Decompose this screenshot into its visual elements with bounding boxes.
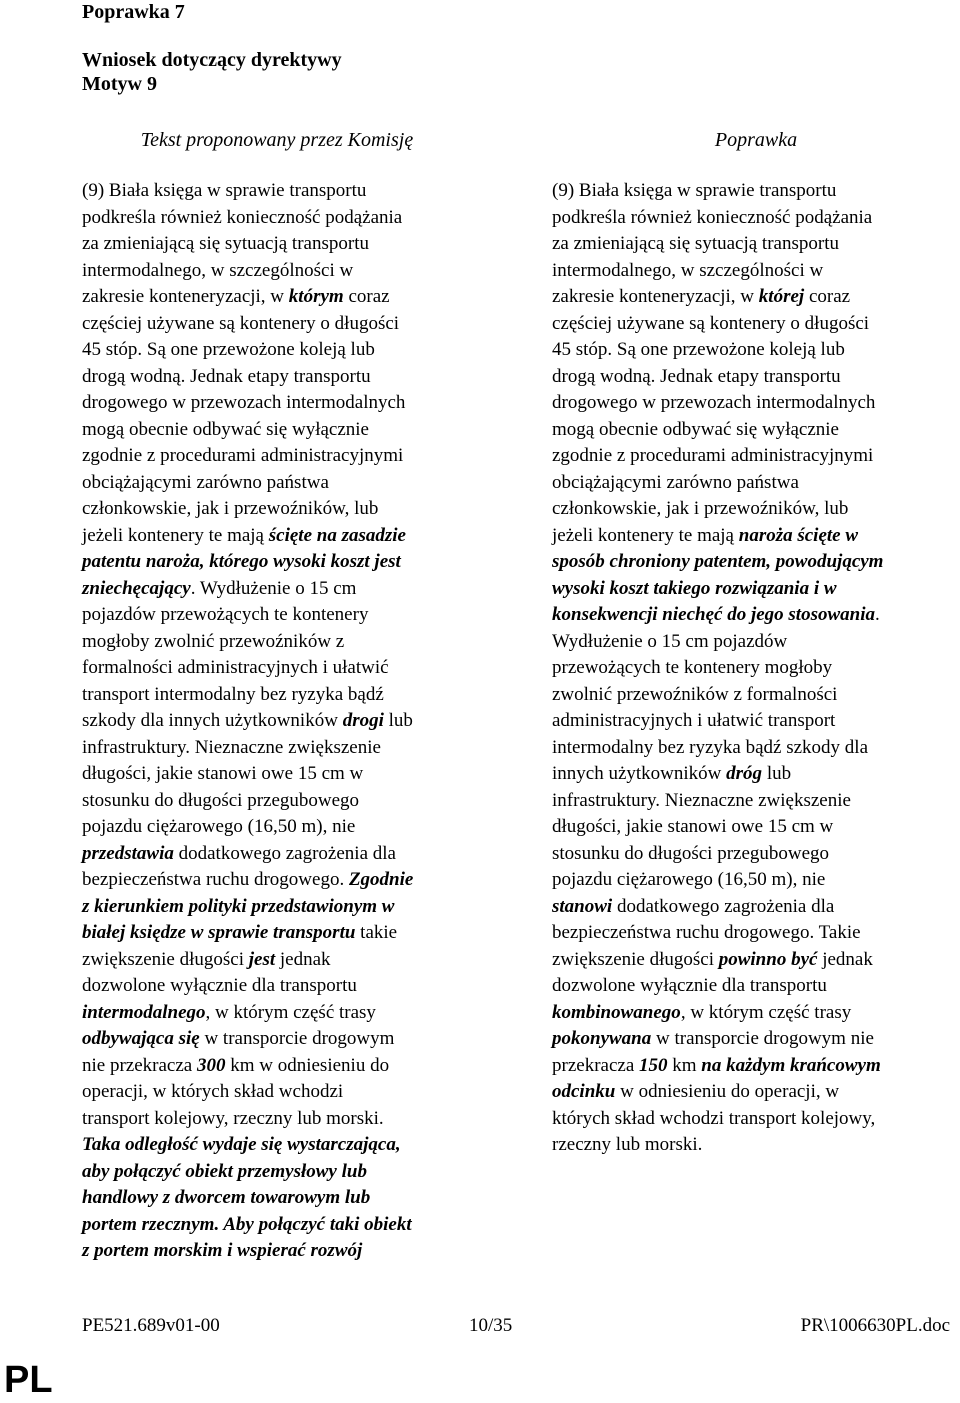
emphasis-segment: na każdym krańcowym [701, 1054, 881, 1076]
text-segment: w odniesieniu do operacji, w [615, 1081, 840, 1102]
text-line [82, 337, 482, 364]
text-line [82, 655, 482, 682]
text-segment: dodatkowego zagrożenia dla [612, 895, 835, 917]
text-segment: mogłoby zwolnić przewoźników z [82, 630, 345, 652]
emphasis-segment: którym [288, 286, 344, 307]
text-line [82, 1106, 482, 1133]
text-line [552, 1053, 960, 1080]
emphasis-segment: odcinku [552, 1081, 616, 1102]
text-segment: mogą obecnie odbywać się wyłącznie [82, 418, 369, 440]
emphasis-segment: przedstawia [82, 842, 174, 864]
text-segment: . Wydłużenie o 15 cm [190, 577, 357, 599]
text-line [552, 973, 960, 1000]
text-segment: operacji, w których skład wchodzi [82, 1081, 344, 1102]
text-line [552, 1079, 960, 1106]
text-segment: km [667, 1054, 702, 1076]
commission-text [82, 178, 482, 1265]
text-segment: jeżeli kontenery te mają [552, 524, 739, 546]
text-segment: drogowego w przewozach intermodalnych [82, 392, 406, 413]
text-line [552, 682, 960, 709]
text-segment: zgodnie z procedurami administracyjnymi [82, 445, 404, 466]
text-line [552, 311, 960, 338]
emphasis-segment: portem rzecznym. Aby połączyć taki obiekt [82, 1213, 412, 1235]
emphasis-segment: stanowi [552, 895, 613, 917]
text-line [552, 417, 960, 444]
text-segment: (9) Biała księga w sprawie transportu [552, 180, 837, 201]
text-segment: bezpieczeństwa ruchu drogowego. Takie [552, 922, 861, 943]
text-line [82, 814, 482, 841]
text-line [552, 178, 960, 205]
text-segment: 45 stóp. Są one przewożone koleją lub [552, 339, 845, 360]
text-segment: jeżeli kontenery te mają [82, 524, 269, 546]
text-line [82, 231, 482, 258]
emphasis-segment: handlowy z dworcem towarowym lub [82, 1187, 371, 1208]
text-segment: za zmieniającą się sytuacją transportu [552, 233, 839, 254]
text-line [82, 1079, 482, 1106]
text-segment: km w odniesieniu do [225, 1054, 390, 1076]
text-line [82, 443, 482, 470]
emphasis-segment: Taka odległość wydaje się wystarczająca, [82, 1134, 401, 1155]
text-line [82, 496, 482, 523]
text-line [552, 549, 960, 576]
text-line [552, 364, 960, 391]
text-line [82, 1212, 482, 1239]
text-segment: , w którym część trasy [205, 1001, 376, 1023]
text-line [82, 894, 482, 921]
text-segment: infrastruktury. Nieznaczne zwiększenie [82, 736, 381, 758]
text-segment: pojazdu ciężarowego (16,50 m), nie [82, 816, 356, 837]
text-line [82, 284, 482, 311]
text-line [82, 1132, 482, 1159]
text-segment: w transporcie drogowym nie [651, 1028, 874, 1049]
text-segment: transport intermodalny bez ryzyka bądź [82, 683, 384, 705]
text-line [82, 178, 482, 205]
emphasis-segment: z portem morskim i wspierać rozwój [82, 1240, 363, 1261]
text-segment: intermodalnego, w szczególności w [82, 259, 354, 281]
text-line [552, 814, 960, 841]
amendment-text [552, 178, 960, 1159]
text-line [552, 655, 960, 682]
emphasis-segment: zniechęcający [82, 577, 191, 599]
text-line [82, 311, 482, 338]
text-segment: obciążającymi zarówno państwa [82, 471, 329, 493]
text-line [552, 841, 960, 868]
text-line [82, 1026, 482, 1053]
text-line [82, 1185, 482, 1212]
emphasis-segment: Zgodnie [348, 869, 414, 890]
text-line [82, 390, 482, 417]
text-segment: jednak [275, 948, 331, 970]
text-line [552, 443, 960, 470]
text-segment: takie [355, 922, 398, 943]
text-line [82, 629, 482, 656]
text-line [552, 1106, 960, 1133]
text-line [552, 390, 960, 417]
text-line [82, 1238, 482, 1265]
text-line [552, 337, 960, 364]
text-line [82, 735, 482, 762]
emphasis-segment: powinno być [718, 948, 818, 970]
emphasis-segment: patentu naroża, którego wysoki koszt jest [82, 551, 401, 572]
emphasis-segment: białej księdze w sprawie transportu [82, 922, 356, 943]
text-segment: szkody dla innych użytkowników [82, 710, 343, 731]
text-line [82, 920, 482, 947]
amendment-number: Poprawka 7 [82, 1, 185, 23]
text-segment: dozwolone wyłącznie dla transportu [82, 975, 357, 996]
text-segment: obciążającymi zarówno państwa [552, 471, 799, 493]
text-line [552, 629, 960, 656]
emphasis-segment: jest [248, 948, 276, 970]
text-segment: lub [762, 763, 792, 784]
text-line [82, 602, 482, 629]
text-line [552, 788, 960, 815]
text-segment: zakresie konteneryzacji, w [82, 286, 289, 307]
text-line [82, 761, 482, 788]
text-line [552, 920, 960, 947]
emphasis-segment: kombinowanego [552, 1001, 681, 1023]
text-line [552, 496, 960, 523]
text-line [82, 708, 482, 735]
text-segment: drogowego w przewozach intermodalnych [552, 392, 876, 413]
text-segment: bezpieczeństwa ruchu drogowego. [82, 869, 349, 890]
emphasis-segment: konsekwencji niechęć do jego stosowania [552, 604, 875, 625]
text-segment: zwiększenie długości [552, 948, 719, 970]
emphasis-segment: ścięte na zasadzie [268, 524, 406, 546]
text-segment: rzeczny lub morski. [552, 1134, 703, 1155]
text-line [552, 947, 960, 974]
text-segment: , w którym część trasy [680, 1001, 852, 1023]
emphasis-segment: naroża ścięte w [738, 524, 859, 546]
text-line [82, 417, 482, 444]
text-line [552, 894, 960, 921]
text-segment: lub [383, 710, 413, 731]
text-segment: nie przekracza [82, 1054, 197, 1076]
text-line [552, 1026, 960, 1053]
text-line [82, 867, 482, 894]
footer-file-ref: PR\1006630PL.doc [800, 1315, 950, 1336]
text-line [82, 788, 482, 815]
text-segment: zakresie konteneryzacji, w [552, 286, 759, 307]
text-segment: infrastruktury. Nieznaczne zwiększenie [552, 789, 851, 811]
text-segment: pojazdu ciężarowego (16,50 m), nie [552, 869, 826, 890]
emphasis-segment: pokonywana [552, 1028, 652, 1049]
text-line [82, 973, 482, 1000]
text-line [82, 364, 482, 391]
text-line [552, 761, 960, 788]
text-segment: za zmieniającą się sytuacją transportu [82, 233, 369, 254]
emphasis-segment: dróg [726, 763, 763, 784]
text-line [82, 1159, 482, 1186]
emphasis-segment: 150 [639, 1054, 668, 1076]
text-segment: długości, jakie stanowi owe 15 cm w [82, 763, 364, 784]
text-segment: członkowskie, jak i przewoźników, lub [552, 498, 849, 519]
text-line [552, 708, 960, 735]
text-line [552, 231, 960, 258]
emphasis-segment: wysoki koszt takiego rozwiązania i w [552, 577, 837, 599]
text-segment: transport kolejowy, rzeczny lub morski. [82, 1107, 384, 1129]
text-segment: członkowskie, jak i przewoźników, lub [82, 498, 379, 519]
right-column-heading: Poprawka [714, 129, 798, 151]
text-line [552, 867, 960, 894]
text-segment: podkreśla również konieczność podążania [552, 206, 873, 228]
text-segment: drogą wodną. Jednak etapy transportu [82, 365, 371, 387]
footer-doc-ref: PE521.689v01-00 [82, 1315, 220, 1336]
text-segment: . [875, 604, 880, 625]
text-line [552, 576, 960, 603]
text-segment: dozwolone wyłącznie dla transportu [552, 975, 827, 996]
text-segment: w transporcie drogowym [199, 1028, 395, 1049]
emphasis-segment: sposób chroniony patentem, powodującym [552, 551, 884, 572]
text-segment: stosunku do długości przegubowego [82, 789, 360, 811]
text-segment: jednak [817, 948, 873, 970]
emphasis-segment: z kierunkiem polityki przedstawionym w [82, 895, 395, 917]
text-line [552, 1000, 960, 1027]
text-segment: dodatkowego zagrożenia dla [173, 842, 396, 864]
text-line [82, 947, 482, 974]
text-line [82, 576, 482, 603]
text-segment: intermodalny bez ryzyka bądź szkody dla [552, 736, 869, 758]
text-line [82, 841, 482, 868]
text-line [552, 470, 960, 497]
text-segment: częściej używane są kontenery o długości [82, 312, 400, 334]
text-segment: przewożących te kontenery mogłoby [552, 657, 833, 678]
proposal-title: Wniosek dotyczący dyrektywy [82, 49, 342, 71]
emphasis-segment: odbywająca się [82, 1028, 200, 1049]
text-segment: których skład wchodzi transport kolejowy, [552, 1107, 876, 1129]
text-segment: Wydłużenie o 15 cm pojazdów [552, 630, 788, 652]
text-line [82, 549, 482, 576]
text-segment: intermodalnego, w szczególności w [552, 259, 824, 281]
proposal-heading [82, 48, 342, 96]
text-segment: przekracza [552, 1054, 640, 1076]
text-line [552, 258, 960, 285]
text-segment: długości, jakie stanowi owe 15 cm w [552, 816, 834, 837]
left-column-heading: Tekst proponowany przez Komisję [140, 129, 414, 151]
text-line [82, 1000, 482, 1027]
emphasis-segment: której [758, 286, 805, 307]
text-segment: coraz [343, 286, 390, 307]
text-line [552, 523, 960, 550]
text-segment: zwolnić przewoźników z formalności [552, 683, 838, 705]
text-segment: pojazdów przewożących te kontenery [82, 604, 369, 625]
text-line [552, 284, 960, 311]
text-segment: stosunku do długości przegubowego [552, 842, 830, 864]
text-segment: administracyjnych i ułatwić transport [552, 710, 836, 731]
text-line [82, 1053, 482, 1080]
text-line [552, 1132, 960, 1159]
recital-number: Motyw 9 [82, 73, 157, 95]
text-line [82, 205, 482, 232]
text-line [82, 258, 482, 285]
text-segment: innych użytkowników [552, 763, 727, 784]
text-segment: podkreśla również konieczność podążania [82, 206, 403, 228]
text-segment: zwiększenie długości [82, 948, 249, 970]
footer-page-number: 10/35 [469, 1315, 513, 1336]
language-code: PL [4, 1359, 53, 1401]
text-segment: 45 stóp. Są one przewożone koleją lub [82, 339, 375, 360]
text-line [82, 682, 482, 709]
emphasis-segment: aby połączyć obiekt przemysłowy lub [82, 1160, 367, 1182]
text-segment: zgodnie z procedurami administracyjnymi [552, 445, 874, 466]
emphasis-segment: drogi [342, 710, 384, 731]
text-segment: mogą obecnie odbywać się wyłącznie [552, 418, 839, 440]
text-segment: (9) Biała księga w sprawie transportu [82, 180, 367, 201]
text-line [552, 735, 960, 762]
text-line [82, 470, 482, 497]
emphasis-segment: intermodalnego [82, 1001, 206, 1023]
text-line [552, 602, 960, 629]
text-segment: coraz [804, 286, 851, 307]
text-line [552, 205, 960, 232]
text-segment: formalności administracyjnych i ułatwić [82, 657, 389, 678]
emphasis-segment: 300 [196, 1054, 226, 1076]
text-line [82, 523, 482, 550]
text-segment: częściej używane są kontenery o długości [552, 312, 870, 334]
text-segment: drogą wodną. Jednak etapy transportu [552, 365, 841, 387]
